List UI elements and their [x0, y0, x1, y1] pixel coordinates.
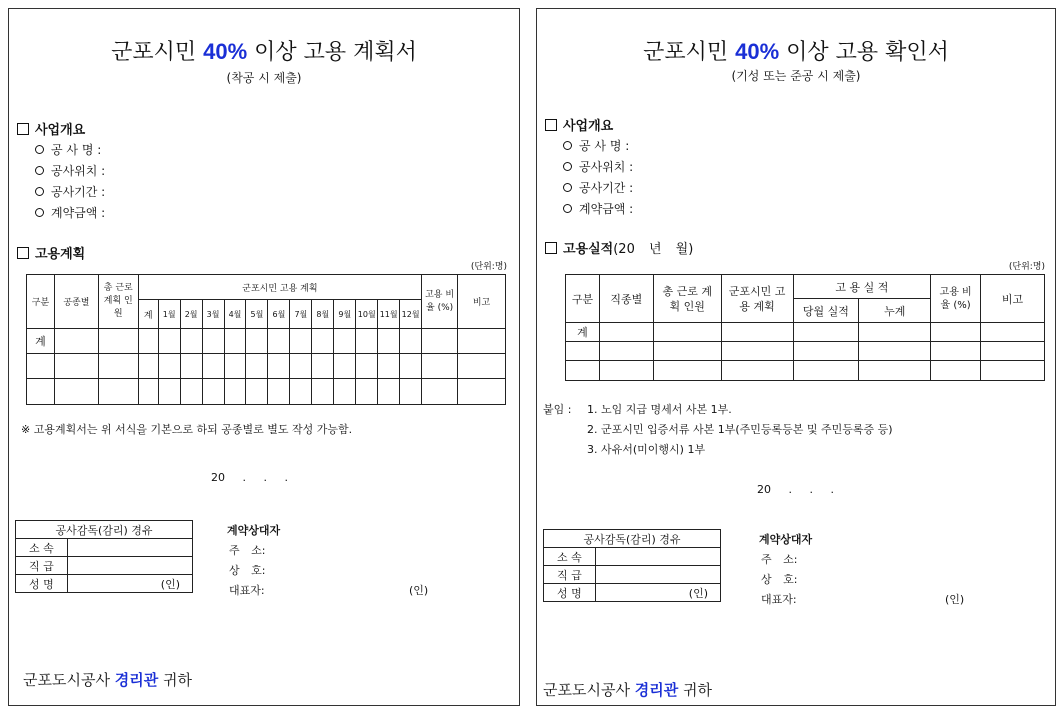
header-ratio: 고용 비율 (%) — [422, 275, 458, 329]
seal-mark: (인) — [67, 575, 192, 593]
overview-label: 공사위치 : — [51, 164, 106, 178]
header-citizen-plan: 군포시민 고용 계획 — [721, 275, 793, 323]
header-ratio: 고용 비율 (%) — [931, 275, 981, 323]
section-overview-heading — [545, 115, 613, 134]
table-row — [566, 342, 1045, 361]
date-line: 20 . . . — [757, 483, 834, 496]
row-rank-label: 직 급 — [544, 566, 596, 584]
supervisor-table — [543, 529, 721, 602]
row-affiliation-label: 소 속 — [544, 548, 596, 566]
employment-plan-form — [8, 8, 520, 706]
circle-bullet-icon — [563, 141, 572, 150]
addressee-org: 군포도시공사 — [23, 671, 110, 689]
table-row — [27, 379, 506, 405]
contractor-title: 계약상대자 — [759, 533, 813, 546]
addressee-line — [23, 669, 192, 690]
header-month: 5월 — [246, 300, 268, 329]
employment-confirmation-form — [536, 8, 1056, 706]
supervisor-table — [15, 520, 193, 593]
form-title — [537, 35, 1055, 66]
header-month: 12월 — [400, 300, 422, 329]
plan-note: ※ 고용계획서는 위 서식을 기본으로 하되 공종별로 별도 작성 가능함. — [21, 423, 353, 436]
unit-label: (단위:명) — [1008, 262, 1045, 272]
circle-bullet-icon — [35, 208, 44, 217]
section-label: 사업개요 — [35, 123, 86, 138]
addressee-title: 경리관 — [634, 681, 679, 699]
header-occupation: 직종별 — [599, 275, 653, 323]
table-row — [566, 323, 1045, 342]
overview-label: 공사기간 : — [51, 185, 106, 199]
header-month-actual: 당월 실적 — [793, 299, 859, 323]
addressee-title: 경리관 — [114, 671, 159, 689]
header-month: 2월 — [180, 300, 202, 329]
header-month: 1월 — [158, 300, 180, 329]
circle-bullet-icon — [35, 166, 44, 175]
section-label: 고용계획 — [35, 247, 86, 262]
header-trade: 공종별 — [54, 275, 98, 329]
header-month: 8월 — [312, 300, 334, 329]
circle-bullet-icon — [563, 204, 572, 213]
unit-label: (단위:명) — [470, 262, 507, 272]
attachment-label: 붙임 : — [543, 403, 572, 416]
row-name-label: 성 명 — [544, 584, 596, 602]
contractor-company: 상 호: — [229, 564, 266, 577]
plan-table — [26, 274, 506, 405]
header-gubun: 구분 — [27, 275, 55, 329]
title-prefix: 군포시민 — [111, 40, 197, 65]
overview-item — [35, 204, 105, 221]
section-results-heading — [545, 238, 693, 257]
circle-bullet-icon — [35, 187, 44, 196]
overview-item — [563, 137, 629, 154]
overview-label: 공 사 명 : — [51, 143, 102, 157]
contractor-title: 계약상대자 — [227, 524, 281, 537]
overview-item — [563, 179, 633, 196]
checkbox-square-icon — [545, 119, 557, 131]
row-sum-label: 계 — [27, 329, 55, 354]
title-suffix: 이상 고용 확인서 — [786, 40, 949, 65]
contractor-seal: (인) — [945, 593, 965, 606]
table-row — [27, 329, 506, 354]
overview-label: 계약금액 : — [579, 202, 634, 216]
header-month: 3월 — [202, 300, 224, 329]
row-sum-label: 계 — [566, 323, 600, 342]
form-title — [9, 35, 519, 66]
overview-label: 공사위치 : — [579, 160, 634, 174]
results-table — [565, 274, 1045, 381]
overview-label: 계약금액 : — [51, 206, 106, 220]
contractor-representative: 대표자: — [229, 584, 265, 597]
addressee-org: 군포도시공사 — [543, 681, 630, 699]
overview-item — [35, 162, 105, 179]
header-note: 비고 — [981, 275, 1045, 323]
checkbox-square-icon — [545, 242, 557, 254]
checkbox-square-icon — [17, 247, 29, 259]
header-month: 6월 — [268, 300, 290, 329]
form-subtitle: (착공 시 제출) — [226, 71, 302, 85]
table-row — [27, 354, 506, 379]
title-prefix: 군포시민 — [643, 40, 729, 65]
section-overview-heading — [17, 119, 85, 138]
header-cumulative: 누계 — [859, 299, 931, 323]
header-total-plan: 총 근로 계획 인원 — [653, 275, 721, 323]
section-plan-heading — [17, 243, 85, 262]
addressee-honorific: 귀하 — [683, 681, 712, 699]
addressee-line — [543, 679, 712, 700]
header-note: 비고 — [458, 275, 506, 329]
contractor-address: 주 소: — [229, 544, 266, 557]
circle-bullet-icon — [563, 183, 572, 192]
date-line: 20 . . . — [211, 471, 288, 484]
header-gubun: 구분 — [566, 275, 600, 323]
overview-item — [35, 141, 101, 158]
header-month: 4월 — [224, 300, 246, 329]
circle-bullet-icon — [35, 145, 44, 154]
header-month: 10월 — [356, 300, 378, 329]
header-total-plan: 총 근로 계획 인원 — [98, 275, 138, 329]
title-suffix: 이상 고용 계획서 — [254, 40, 417, 65]
header-month: 9월 — [334, 300, 356, 329]
overview-item — [35, 183, 105, 200]
checkbox-square-icon — [17, 123, 29, 135]
table-row — [566, 361, 1045, 381]
section-label: 사업개요 — [563, 119, 614, 134]
supervisor-header: 공사감독(감리) 경유 — [16, 521, 193, 539]
supervisor-header: 공사감독(감리) 경유 — [544, 530, 721, 548]
title-percent: 40% — [203, 39, 248, 64]
section-label: 고용실적 — [563, 242, 614, 257]
form-subtitle: (기성 또는 준공 시 제출) — [731, 69, 861, 83]
title-percent: 40% — [735, 39, 780, 64]
overview-label: 공사기간 : — [579, 181, 634, 195]
period-label: (20 년 월) — [613, 242, 694, 257]
attachment-item: 3. 사유서(미이행시) 1부 — [587, 443, 706, 456]
overview-label: 공 사 명 : — [579, 139, 630, 153]
seal-mark: (인) — [595, 584, 720, 602]
attachment-item: 1. 노임 지급 명세서 사본 1부. — [587, 403, 732, 416]
row-affiliation-label: 소 속 — [16, 539, 68, 557]
header-month: 11월 — [378, 300, 400, 329]
overview-item — [563, 158, 633, 175]
circle-bullet-icon — [563, 162, 572, 171]
header-actual: 고 용 실 적 — [793, 275, 931, 299]
contractor-company: 상 호: — [761, 573, 798, 586]
header-sum: 계 — [138, 300, 158, 329]
header-month: 7월 — [290, 300, 312, 329]
contractor-address: 주 소: — [761, 553, 798, 566]
header-citizen-plan: 군포시민 고용 계획 — [138, 275, 421, 300]
addressee-honorific: 귀하 — [163, 671, 192, 689]
attachment-item: 2. 군포시민 입증서류 사본 1부(주민등록등본 및 주민등록증 등) — [587, 423, 893, 436]
overview-item — [563, 200, 633, 217]
contractor-representative: 대표자: — [761, 593, 797, 606]
row-rank-label: 직 급 — [16, 557, 68, 575]
contractor-seal: (인) — [409, 584, 429, 597]
row-name-label: 성 명 — [16, 575, 68, 593]
